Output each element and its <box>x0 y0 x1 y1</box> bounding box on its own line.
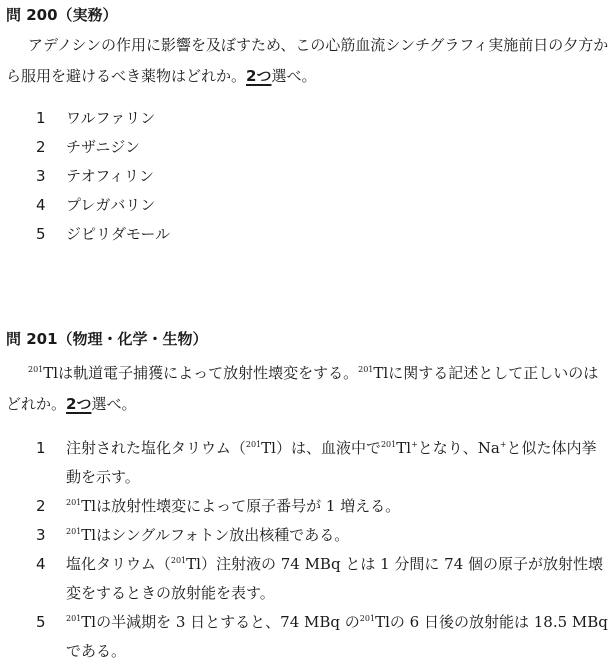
choice-3[interactable] <box>6 162 612 191</box>
text-part: はシングルフォトン放出核種である。 <box>96 526 350 544</box>
isotope-symbol: Tl <box>81 526 97 544</box>
text-part: となり、Na <box>417 439 500 457</box>
choice-number: 5 <box>36 225 46 243</box>
question-200-stem-end: 選べ。 <box>271 67 317 85</box>
choice-text <box>66 434 612 492</box>
choice-5[interactable] <box>6 220 612 249</box>
isotope-mass-number: 201 <box>66 498 82 507</box>
text-part: 塩化タリウム（ <box>66 555 171 573</box>
choice-text: ジピリダモール <box>66 225 171 243</box>
choice-4[interactable] <box>6 550 612 608</box>
choice-number: 3 <box>36 526 46 544</box>
isotope-mass-number: 201 <box>358 365 374 374</box>
text-part: ）は、血液中で <box>275 439 381 457</box>
question-201-stem-text-2: に関する記述として正しいのはどれか。 <box>6 364 599 413</box>
charge-plus: + <box>411 440 418 449</box>
choice-1[interactable] <box>6 434 612 492</box>
question-201-stem-text: は軌道電子捕獲によって放射性壊変をする。 <box>58 364 359 382</box>
isotope-symbol: Tl <box>81 497 97 515</box>
choice-number: 5 <box>36 613 46 631</box>
isotope-symbol: Tl <box>186 555 201 573</box>
question-201-title: 問 201（物理・化学・生物） <box>6 330 208 348</box>
isotope-mass-number: 201 <box>66 527 82 536</box>
question-200-select-count: 2つ <box>246 67 272 85</box>
choice-text <box>66 550 612 608</box>
isotope-symbol: Tl <box>81 613 97 631</box>
choice-2[interactable] <box>6 133 612 162</box>
choice-3[interactable] <box>6 521 612 550</box>
isotope-symbol: Tl <box>375 613 390 631</box>
choice-text <box>66 521 612 550</box>
isotope-mass-number: 201 <box>170 556 187 565</box>
charge-plus: + <box>499 440 507 449</box>
choice-4[interactable] <box>6 191 612 220</box>
choice-text: ワルファリン <box>66 109 156 127</box>
text-part: 注射された塩化タリウム（ <box>66 439 246 457</box>
choice-number: 2 <box>36 497 46 515</box>
question-200 <box>6 6 612 249</box>
question-200-stem <box>6 30 612 92</box>
choice-text <box>66 492 612 521</box>
isotope-symbol: Tl <box>373 364 389 382</box>
choice-text: チザニジン <box>66 138 141 156</box>
choice-text: プレガバリン <box>66 196 156 214</box>
isotope-mass-number: 201 <box>245 440 262 449</box>
question-200-stem-text: アデノシンの作用に影響を及ぼすため、この心筋血流シンチグラフィ実施前日の夕方から服用を避けるべき薬物はどれか。 <box>6 36 609 85</box>
question-201 <box>6 330 612 666</box>
text-part: の 6 日後の放射能は 18.5 MBq である。 <box>66 613 608 660</box>
choice-number: 2 <box>36 138 46 156</box>
choice-number: 4 <box>36 196 46 214</box>
choice-number: 3 <box>36 167 46 185</box>
text-part: と似た体内挙動を示す。 <box>66 439 597 486</box>
question-201-stem-end: 選べ。 <box>91 395 137 413</box>
choice-1[interactable] <box>6 104 612 133</box>
choice-number: 1 <box>36 109 46 127</box>
choice-2[interactable] <box>6 492 612 521</box>
isotope-mass-number: 201 <box>66 614 82 623</box>
choice-number: 4 <box>36 555 46 573</box>
choice-5[interactable] <box>6 608 612 666</box>
isotope-mass-number: 201 <box>28 365 44 374</box>
question-200-choices <box>6 104 612 249</box>
isotope-symbol: Tl <box>261 439 276 457</box>
question-201-choices <box>6 434 612 666</box>
isotope-symbol: Tl <box>43 364 59 382</box>
isotope-symbol: Tl <box>396 439 412 457</box>
question-201-stem <box>6 358 612 420</box>
text-part: は放射性壊変によって原子番号が 1 増える。 <box>96 497 401 515</box>
question-201-select-count: 2つ <box>66 395 92 413</box>
question-200-title: 問 200（実務） <box>6 6 118 24</box>
text-part: ）注射液の 74 MBq とは 1 分間に 74 個の原子が放射性壊変をするときの放射能を表す。 <box>66 555 604 602</box>
choice-text <box>66 608 612 666</box>
isotope-mass-number: 201 <box>380 440 397 449</box>
isotope-mass-number: 201 <box>359 614 376 623</box>
choice-text: テオフィリン <box>66 167 155 185</box>
text-part: の半減期を 3 日とすると、74 MBq の <box>96 613 360 631</box>
choice-number: 1 <box>36 439 46 457</box>
